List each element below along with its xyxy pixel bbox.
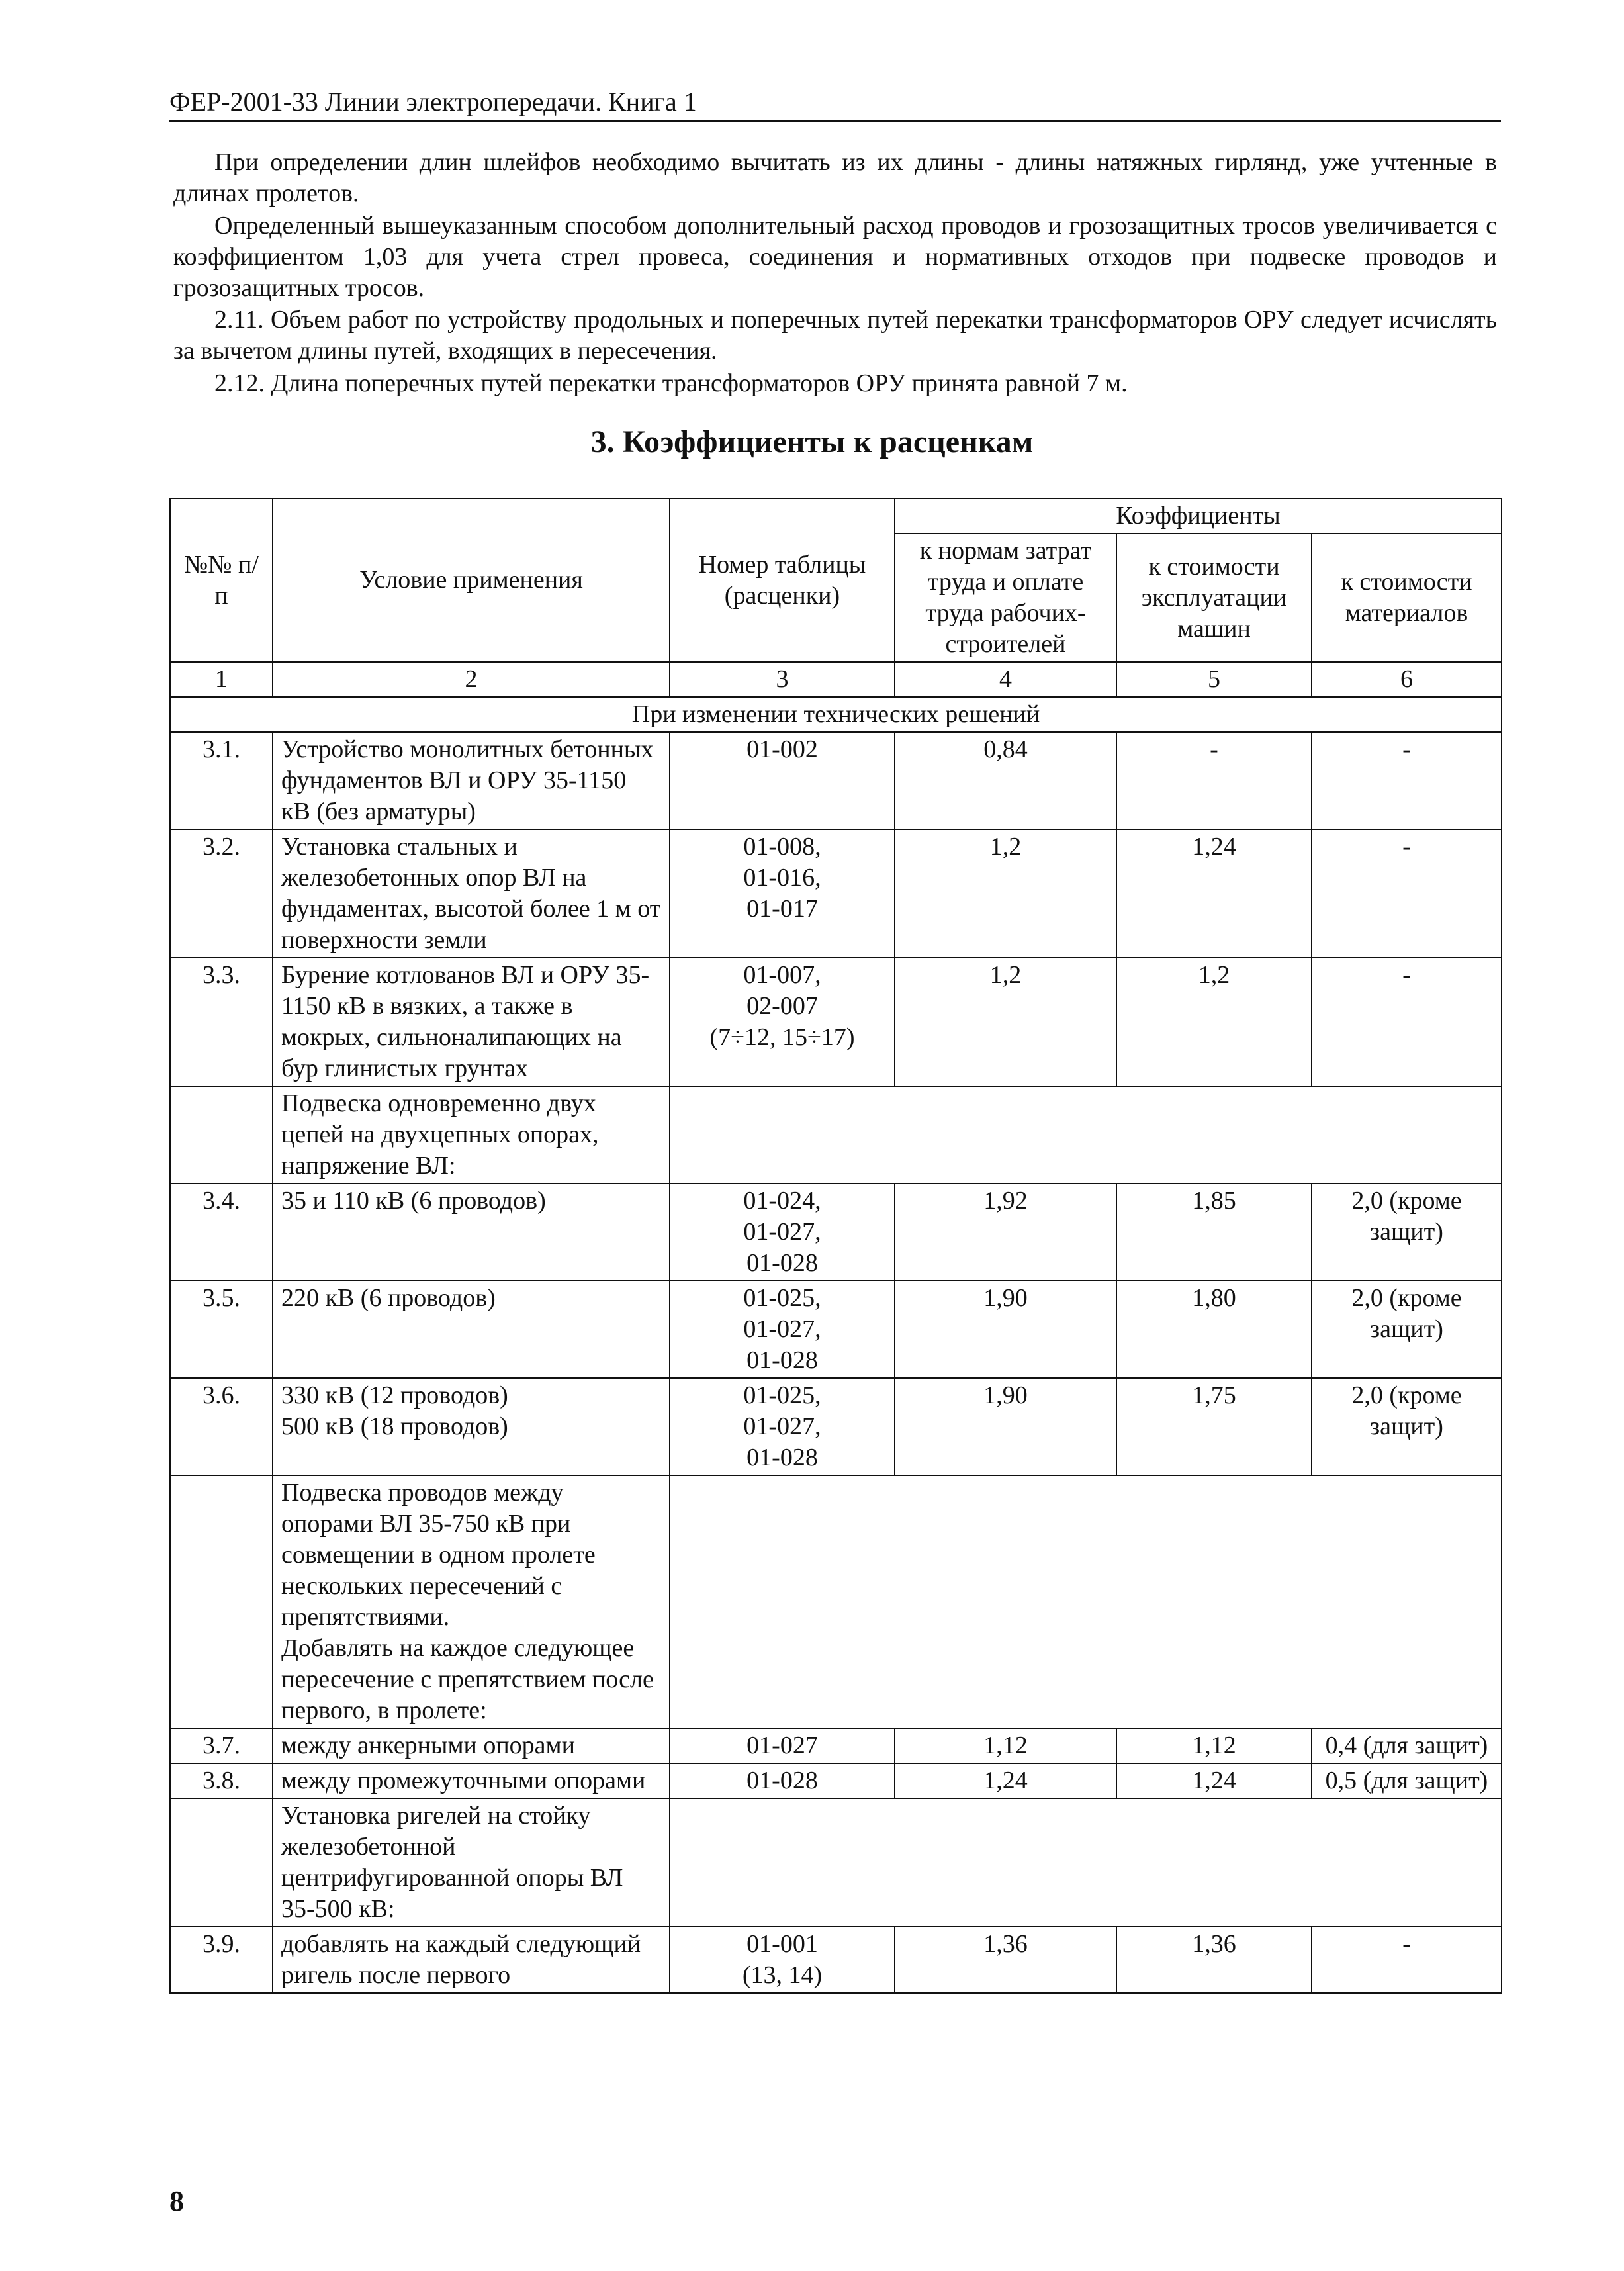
col-number: 4 (895, 662, 1116, 697)
row-coef-materials: - (1312, 732, 1502, 829)
row-condition: 220 кВ (6 проводов) (273, 1281, 670, 1378)
col-number: 2 (273, 662, 670, 697)
row-table-no: 01-028 (670, 1763, 895, 1798)
table-row (170, 732, 1502, 829)
row-condition: Устройство монолитных бетонных фундаментов ВЛ и ОРУ 35-1150 кВ (без арматуры) (273, 732, 670, 829)
header-coefficients: Коэффициенты (895, 498, 1502, 533)
row-number (170, 1475, 273, 1728)
col-number: 5 (1116, 662, 1312, 697)
section-title: 3. Коэффициенты к расценкам (590, 424, 1034, 459)
table-row (170, 958, 1502, 1086)
group-row (170, 1475, 1502, 1728)
row-number (170, 1798, 273, 1927)
row-coef-machines: 1,80 (1116, 1281, 1312, 1378)
group-row (170, 1798, 1502, 1927)
row-condition: добавлять на каждый следующий ригель после первого (273, 1927, 670, 1993)
table-row (170, 1183, 1502, 1281)
row-number: 3.2. (170, 829, 273, 958)
row-number: 3.4. (170, 1183, 273, 1281)
paragraph-4: 2.12. Длина поперечных путей перекатки трансформаторов ОРУ принята равной 7 м. (214, 369, 1128, 397)
row-number: 3.3. (170, 958, 273, 1086)
row-coef-labor: 1,2 (895, 829, 1116, 958)
row-coef-machines: 1,2 (1116, 958, 1312, 1086)
empty-cell (670, 1475, 1502, 1728)
paragraph-2: Определенный вышеуказанным способом дополнительный расход проводов и грозозащитных тросов увеличивается с коэффициентом 1,03 для учета стрел провеса, соединения и нормативных отходов при подвеске проводов и грозозащитных тросов. (173, 212, 1497, 302)
col-number: 3 (670, 662, 895, 697)
table-row (170, 1378, 1502, 1475)
header-num: №№ п/п (170, 498, 273, 662)
row-coef-labor: 1,92 (895, 1183, 1116, 1281)
row-table-no: 01-025, 01-027, 01-028 (670, 1378, 895, 1475)
table-row (170, 1728, 1502, 1763)
row-coef-materials: - (1312, 958, 1502, 1086)
row-coef-machines: 1,75 (1116, 1378, 1312, 1475)
row-coef-materials: 2,0 (кроме защит) (1312, 1281, 1502, 1378)
row-condition: 35 и 110 кВ (6 проводов) (273, 1183, 670, 1281)
empty-cell (670, 1798, 1502, 1927)
col-number: 1 (170, 662, 273, 697)
row-table-no: 01-024, 01-027, 01-028 (670, 1183, 895, 1281)
header-materials: к стоимости материалов (1312, 533, 1502, 662)
row-table-no: 01-027 (670, 1728, 895, 1763)
row-coef-labor: 0,84 (895, 732, 1116, 829)
header-condition: Условие применения (273, 498, 670, 662)
row-coef-labor: 1,2 (895, 958, 1116, 1086)
row-table-no: 01-007, 02-007 (7÷12, 15÷17) (670, 958, 895, 1086)
row-condition: 330 кВ (12 проводов) 500 кВ (18 проводов) (273, 1378, 670, 1475)
row-table-no: 01-008, 01-016, 01-017 (670, 829, 895, 958)
row-condition: Подвеска проводов между опорами ВЛ 35-750 кВ при совмещении в одном пролете нескольких пересечений с препятствиями. Добавлять на каждое следующее пересечение с препятствием после первого, в пролете: (273, 1475, 670, 1728)
row-coef-materials: - (1312, 1927, 1502, 1993)
row-coef-machines: 1,12 (1116, 1728, 1312, 1763)
row-coef-materials: 2,0 (кроме защит) (1312, 1183, 1502, 1281)
header-table-no: Номер таблицы (расценки) (670, 498, 895, 662)
row-number: 3.5. (170, 1281, 273, 1378)
row-table-no: 01-025, 01-027, 01-028 (670, 1281, 895, 1378)
col-number: 6 (1312, 662, 1502, 697)
row-coef-machines: - (1116, 732, 1312, 829)
coefficients-table (169, 498, 1502, 1994)
row-coef-labor: 1,90 (895, 1281, 1116, 1378)
group-row (170, 1086, 1502, 1183)
row-number: 3.6. (170, 1378, 273, 1475)
row-coef-machines: 1,36 (1116, 1927, 1312, 1993)
header-labor: к нормам затрат труда и оплате труда рабочих-строителей (895, 533, 1116, 662)
row-number: 3.1. (170, 732, 273, 829)
section-row: При изменении технических решений (170, 697, 1502, 732)
row-number: 3.8. (170, 1763, 273, 1798)
row-coef-machines: 1,85 (1116, 1183, 1312, 1281)
row-coef-labor: 1,24 (895, 1763, 1116, 1798)
row-condition: Подвеска одновременно двух цепей на двухцепных опорах, напряжение ВЛ: (273, 1086, 670, 1183)
paragraph-1: При определении длин шлейфов необходимо вычитать из их длины - длины натяжных гирлянд, уже учтенные в длинах пролетов. (173, 148, 1497, 207)
table-row (170, 1763, 1502, 1798)
row-coef-materials: 2,0 (кроме защит) (1312, 1378, 1502, 1475)
row-coef-machines: 1,24 (1116, 829, 1312, 958)
table-row (170, 1281, 1502, 1378)
row-number (170, 1086, 273, 1183)
table-row (170, 1927, 1502, 1993)
row-condition: Установка ригелей на стойку железобетонной центрифугированной опоры ВЛ 35-500 кВ: (273, 1798, 670, 1927)
row-table-no: 01-002 (670, 732, 895, 829)
row-coef-labor: 1,90 (895, 1378, 1116, 1475)
row-coef-labor: 1,36 (895, 1927, 1116, 1993)
row-condition: между анкерными опорами (273, 1728, 670, 1763)
row-coef-labor: 1,12 (895, 1728, 1116, 1763)
row-coef-machines: 1,24 (1116, 1763, 1312, 1798)
paragraph-3: 2.11. Объем работ по устройству продольных и поперечных путей перекатки трансформаторов ОРУ следует исчислять за вычетом длины путей, входящих в пересечения. (173, 306, 1497, 365)
row-condition: Установка стальных и железобетонных опор ВЛ на фундаментах, высотой более 1 м от поверхности земли (273, 829, 670, 958)
header-machines: к стоимости эксплуатации машин (1116, 533, 1312, 662)
running-header: ФЕР-2001-33 Линии электропередачи. Книга 1 (169, 86, 1501, 122)
row-condition: между промежуточными опорами (273, 1763, 670, 1798)
row-coef-materials: - (1312, 829, 1502, 958)
row-number: 3.7. (170, 1728, 273, 1763)
empty-cell (670, 1086, 1502, 1183)
row-number: 3.9. (170, 1927, 273, 1993)
page-number: 8 (169, 2185, 184, 2217)
table-row (170, 829, 1502, 958)
row-condition: Бурение котлованов ВЛ и ОРУ 35-1150 кВ в вязких, а также в мокрых, сильноналипающих на бур глинистых грунтах (273, 958, 670, 1086)
row-coef-materials: 0,4 (для защит) (1312, 1728, 1502, 1763)
row-table-no: 01-001 (13, 14) (670, 1927, 895, 1993)
row-coef-materials: 0,5 (для защит) (1312, 1763, 1502, 1798)
